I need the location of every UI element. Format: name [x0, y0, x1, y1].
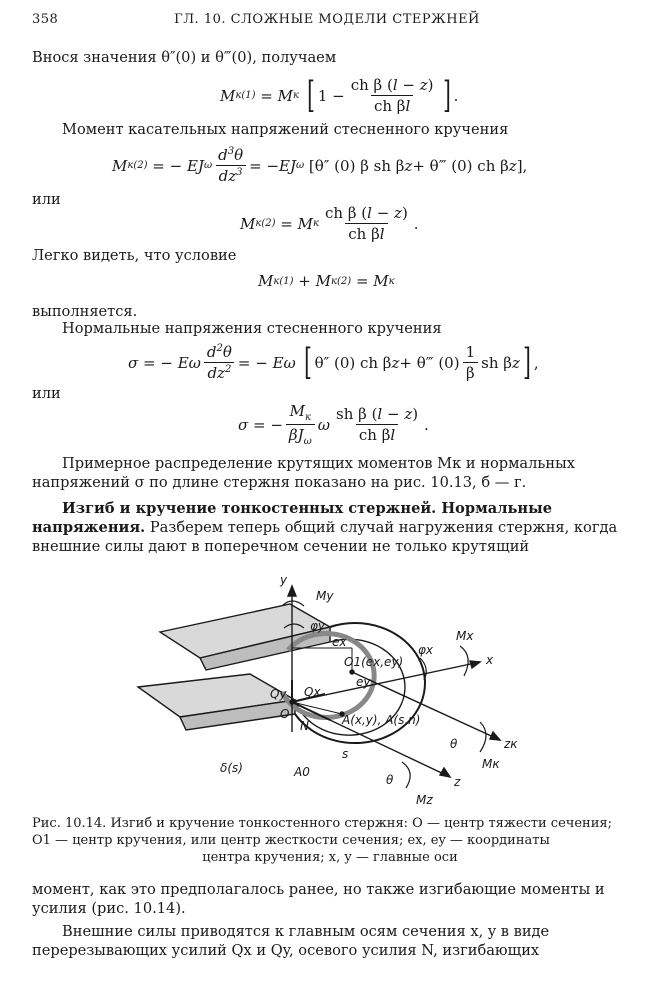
label-A: A(x,y), A(s,n)	[342, 713, 421, 727]
label-ey: ey	[356, 675, 371, 689]
paragraph-9-text: Разберем теперь общий случай нагружения стержня, когда внешние силы дают в поперечном сечении не только крутящий	[32, 519, 618, 555]
label-theta-1: θ	[450, 737, 458, 751]
figure-caption-line-2: центра кручения; x, y — главные оси	[202, 850, 458, 865]
paragraph-9	[32, 499, 628, 556]
label-My: My	[316, 589, 334, 603]
label-delta: δ(s)	[220, 761, 243, 775]
label-s: s	[342, 747, 349, 761]
equation-mk2-simplified: M к (2) = M к $\frac{\text{ch β (l − z)}}{\text{ch βl}}$ .	[240, 204, 419, 243]
label-theta-2: θ	[386, 773, 394, 787]
label-x: x	[486, 653, 494, 667]
figure-caption-line-1: Рис. 10.14. Изгиб и кручение тонкостенного стержня: O — центр тяжести сечения; O1 — центр кручения, или центр жесткости сечения; ex, ey — координаты	[32, 816, 612, 848]
label-phix: φx	[418, 643, 434, 657]
label-y: y	[280, 573, 288, 587]
running-title: ГЛ. 10. СЛОЖНЫЕ МОДЕЛИ СТЕРЖНЕЙ	[174, 12, 480, 27]
label-Qy: Qy	[270, 687, 287, 701]
equation-sigma: σ = − Eω $\frac{d^2\theta}{dz^2}$ = − Eω [ θ″ (0) ch β z + θ‴ (0) $\frac{1}{\beta}$ sh β z ] ,	[128, 341, 539, 383]
page-number: 358	[32, 12, 59, 27]
figure-caption	[32, 815, 628, 866]
label-O: O	[280, 707, 290, 721]
label-Mk: Mк	[482, 757, 500, 771]
running-header	[32, 12, 622, 34]
equation-mk1: M к (1) = M к [ 1 − $\frac{\text{ch β (l − z)}}{\text{ch βl}}$ ] .	[220, 74, 459, 116]
paragraph-10: момент, как это предполагалось ранее, но также изгибающие моменты и усилия (рис. 10.14).	[32, 881, 605, 917]
label-A0: A0	[294, 765, 310, 779]
paragraph-2: Момент касательных напряжений стесненного кручения	[62, 121, 509, 138]
equation-sigma-simplified: σ = − $\frac{M_к}{\beta J_\omega}$ ω $\frac{\text{sh β (l − z)}}{\text{ch βl}}$ .	[238, 402, 429, 447]
paragraph-3: или	[32, 191, 61, 208]
paragraph-7: или	[32, 385, 61, 402]
paragraph-5: выполняется.	[32, 303, 138, 320]
label-z: z	[454, 775, 461, 789]
section-heading: Изгиб и кручение тонкостенных стержней. Нормальные напряжения.	[32, 500, 552, 536]
label-Qx: Qx	[304, 685, 321, 699]
label-O1: O1(ex,ey)	[344, 655, 404, 669]
label-zk: zк	[504, 737, 518, 751]
Mk-arc	[480, 722, 486, 752]
Mx-arc	[460, 646, 468, 676]
paragraph-1: Внося значения θ″(0) и θ‴(0), получаем	[32, 49, 337, 66]
label-ex: ex	[332, 635, 347, 649]
equation-condition: M к (1) + M к (2) = M к	[258, 272, 395, 290]
label-Mz: Mz	[416, 793, 433, 807]
paragraph-11: Внешние силы приводятся к главным осям сечения x, y в виде перерезывающих усилий Qx и Qy, осевого усилия N, изгибающих	[32, 923, 550, 959]
label-Mx: Mx	[456, 629, 474, 643]
paragraph-8: Примерное распределение крутящих моментов Mк и нормальных напряжений σ по длине стержня показано на рис. 10.13, б — г.	[32, 455, 575, 491]
equation-mk2: M к (2) = − EJ ω $\frac{d^3\theta}{dz^3}$ = − EJ ω [θ″ (0) β sh β z + θ‴ (0) ch β z ],	[112, 146, 528, 185]
figure-10-14	[120, 572, 540, 812]
label-N: N	[300, 719, 309, 733]
paragraph-4: Легко видеть, что условие	[32, 247, 237, 264]
Mz-arc	[402, 762, 410, 788]
label-phiy: φy	[310, 619, 326, 633]
paragraph-6: Нормальные напряжения стесненного кручения	[62, 320, 442, 337]
